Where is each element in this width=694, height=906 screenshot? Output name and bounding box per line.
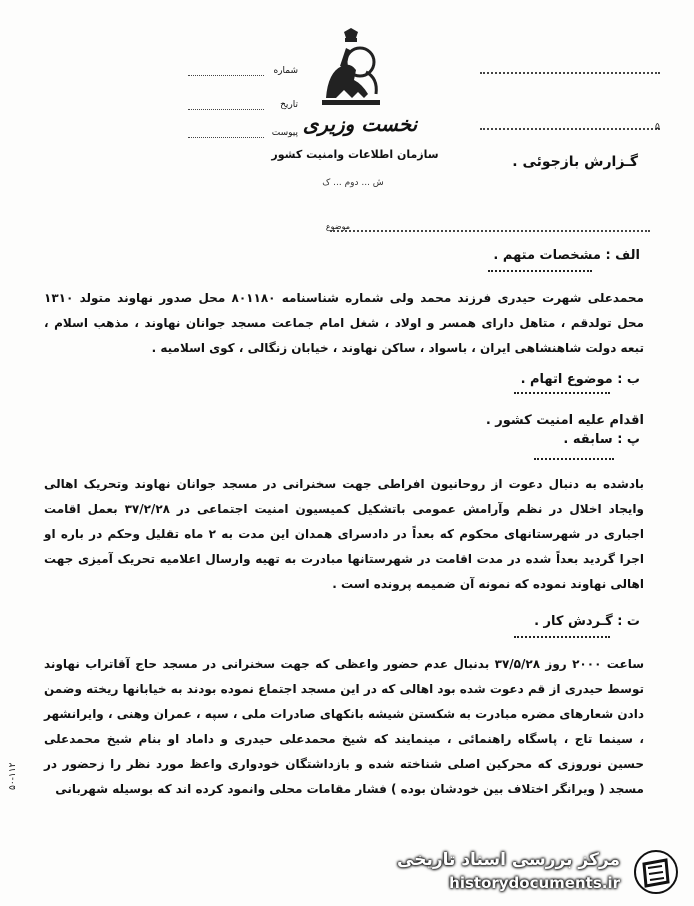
lion-and-sun-emblem-icon xyxy=(316,28,386,108)
attachment-field xyxy=(188,128,298,142)
organization-subline: ش ... دوم ... ک xyxy=(322,178,384,188)
ministry-name: نخست وزیری xyxy=(302,112,418,136)
archive-logo-icon xyxy=(632,848,680,896)
section-a-text: محمدعلی شهرت حیدری فرزند محمد ولی شماره شناسنامه ۸۰۱۱۸۰ محل صدور نهاوند متولد ۱۳۱۰ محل تولدقم ، متاهل دارای همسر و اولاد ، شغل امام جماعت مسجد جوانان نهاوند ، مذهب اسلام ، تبعه دولت شاهنشاهی ایران ، باسواد ، ساکن نهاوند ، خیابان زنگالی ، کوی اسلامیه . xyxy=(44,291,644,355)
section-c-text: بادشده به دنبال دعوت از روحانیون افراطی جهت سخنرانی در مسجد جوانان نهاوند وتحریک اهالی وایجاد اخلال در نظم وآرامش عمومی باتشکیل کمیسیون امنیت اجتماعی در ۳۷/۲/۲۸ بعمل اقامت اجباری در شهرستانهای محکوم که بعداً در دادسرای همدان این مدت به ۲ ماه تقلیل وحکم در باره او اجرا گردید بعداً شده در مدت اقامت در شهرستانها مبادرت به تهیه وارسال اعلامیه تحریک آمیزی جهت اهالی نهاوند نموده که نمونه آن ضمیمه پرونده است . xyxy=(44,477,644,591)
organization-name: سازمان اطلاعات وامنیت کشور xyxy=(271,148,439,161)
section-a-heading: الف : مشخصات متهم . xyxy=(493,248,640,263)
section-d-heading: ت : گـردش کار . xyxy=(534,614,640,629)
number-dotted-line xyxy=(188,75,264,76)
section-c-underline xyxy=(534,458,614,460)
watermark-title: مرکز بررسی اسناد تاریخی xyxy=(397,850,620,870)
section-c-heading: پ : سابقه . xyxy=(563,432,640,447)
attachment-label: پیوست xyxy=(271,128,298,138)
attachment-dotted-line xyxy=(188,137,264,138)
section-d-underline xyxy=(514,636,610,638)
subject-label: موضوع xyxy=(325,222,350,231)
number-field xyxy=(188,66,298,80)
date-field xyxy=(188,100,298,114)
section-d-text: ساعت ۲۰۰۰ روز ۳۷/۵/۲۸ بدنبال عدم حضور واعظی که جهت سخنرانی در مسجد حاج آقاتراب نهاوند توسط حیدری از قم دعوت شده بود اهالی که در این مسجد اجتماع نموده بودند به خیابانها ریخته وضمن دادن شعارهای مضره مبادرت به شکستن شیشه بانکهای صادرات ملی ، سپه ، عمران وهنی ، وایرانشهر ، سینما تاج ، پاسگاه راهنمائی ، مینمایند که شیخ محمدعلی حیدری و داماد او بنام شیخ محمدعلی حسین نوروزی که محرکین اصلی شناخته شده و بازداشتگان خودواری واعظ مورد نظر را زحضور در مسجد ( ویرانگر اختلاف بین خودشان بوده ) فشار مقامات محلی وانمود کرده اند که بوسیله شهربانی xyxy=(44,657,644,796)
number-label: شماره xyxy=(273,66,298,76)
watermark-url: historydocuments.ir xyxy=(449,874,620,892)
date-dotted-line xyxy=(188,109,264,110)
header-dotted-line-middle xyxy=(480,128,660,130)
side-reference-number: ۵۰-۱۱۲ xyxy=(8,762,18,790)
header-dotted-line-top xyxy=(480,72,660,74)
subject-dotted-line xyxy=(330,230,650,232)
watermark xyxy=(397,846,690,898)
date-label: تاریخ xyxy=(280,100,298,110)
subject-field xyxy=(325,222,650,236)
section-a-underline xyxy=(488,270,592,272)
section-b-underline xyxy=(514,392,610,394)
section-b-heading: ب : موضوع اتهام . xyxy=(520,372,640,387)
report-title: گـزارش بازجوئی . xyxy=(512,154,638,170)
section-b-text: اقدام علیه امنیت کشور . xyxy=(485,413,644,428)
margin-number: ۵ xyxy=(655,122,660,132)
